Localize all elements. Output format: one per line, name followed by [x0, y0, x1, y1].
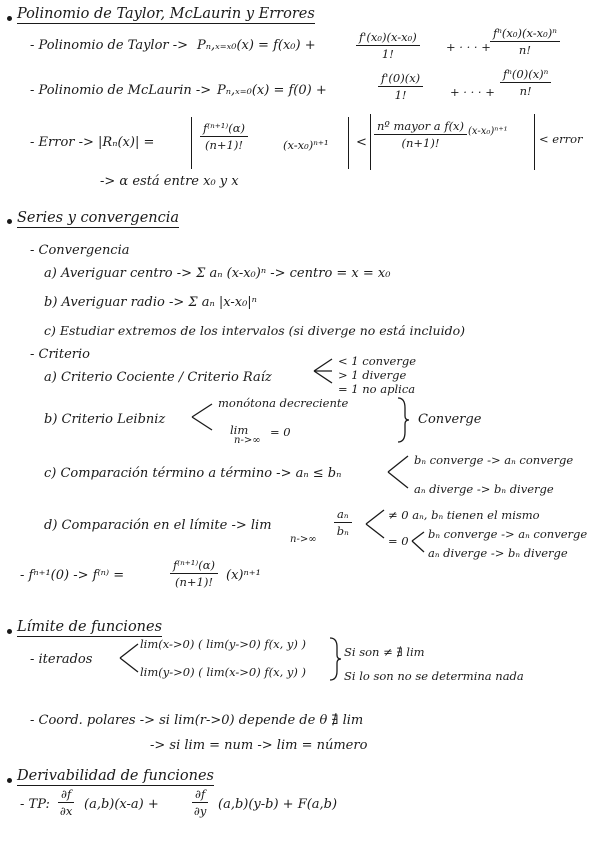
crit-a-label: a) Criterio Cociente / Criterio Raíz: [44, 370, 272, 385]
error-num: f⁽ⁿ⁺¹⁾(α): [200, 121, 248, 137]
tp-dfdy: [192, 787, 208, 818]
taylor-dots: + · · · +: [446, 40, 491, 54]
polar-line-2: -> si lim = num -> lim = número: [150, 738, 368, 753]
crit-d-r2a: bₙ converge -> aₙ converge: [428, 527, 588, 541]
taylor-term-n: [490, 26, 560, 57]
crit-d-r1: ≠ 0 aₙ, bₙ tienen el mismo: [388, 508, 540, 522]
conv-c: c) Estudiar extremos de los intervalos (si diverge no está incluido): [44, 323, 466, 338]
tp-dfdx-den: ∂x: [59, 804, 73, 818]
crit-d-num: aₙ: [334, 507, 352, 523]
iter-fork: [118, 640, 140, 676]
deriv-den: (n+1)!: [175, 575, 213, 589]
tp-mid: (a,b)(x-a) +: [84, 797, 159, 812]
error-bound-den: (n+1)!: [401, 136, 440, 150]
deriv-rhs: (x)ⁿ⁺¹: [226, 568, 261, 583]
crit-b-lim: lim: [230, 423, 249, 437]
heading-series: Series y convergencia: [17, 210, 180, 226]
crit-d-den: bₙ: [336, 524, 349, 538]
bullet-4: [7, 778, 12, 783]
tp-dfdy-num: ∂f: [192, 787, 208, 803]
mclaurin-term1-num: f'(0)(x): [378, 71, 423, 87]
crit-b-sub: n->∞: [234, 435, 261, 446]
mclaurin-term-n-num: fⁿ(0)(x)ⁿ: [500, 67, 551, 83]
taylor-term-n-den: n!: [518, 43, 531, 57]
tp-end: (a,b)(y-b) + F(a,b): [218, 797, 338, 812]
crit-title: - Criterio: [30, 347, 90, 362]
mclaurin-term1: [378, 71, 423, 102]
iter-brace: [328, 636, 342, 682]
abs-bar-1: [191, 117, 192, 169]
crit-b-brace: [396, 396, 410, 444]
crit-d-label: d) Comparación en el límite -> lim: [44, 518, 272, 533]
bullet-2: [7, 219, 12, 224]
mclaurin-label: - Polinomio de McLaurin ->: [30, 83, 212, 98]
conv-a: a) Averiguar centro -> Σ aₙ (x-x₀)ⁿ -> centro = x = x₀: [44, 266, 391, 281]
iter-res-2: Si lo son no se determina nada: [344, 669, 524, 683]
iter-label: - iterados: [30, 652, 93, 667]
mclaurin-lhs: Pₙ,ₓ₌₀(x) = f(0) +: [217, 83, 327, 98]
taylor-term1: [356, 30, 420, 61]
error-den: (n+1)!: [205, 138, 243, 152]
crit-d-fork: [364, 506, 386, 542]
mclaurin-term-n-den: n!: [519, 84, 532, 98]
crit-b-res: Converge: [418, 412, 482, 427]
crit-b-eq: = 0: [270, 425, 291, 439]
tp-dfdy-den: ∂y: [193, 804, 207, 818]
bullet-1: [7, 16, 12, 21]
crit-b-fork: [190, 400, 216, 434]
crit-a-r2: > 1 diverge: [338, 368, 407, 382]
deriv-lhs: - fⁿ⁺¹(0) -> f⁽ⁿ⁾ =: [20, 568, 125, 583]
error-tail: < error: [539, 132, 583, 146]
taylor-label: - Polinomio de Taylor ->: [30, 38, 189, 53]
crit-a-r1: < 1 converge: [338, 354, 417, 368]
conv-b: b) Averiguar radio -> Σ aₙ |x-x₀|ⁿ: [44, 295, 257, 310]
error-note: -> α está entre x₀ y x: [100, 174, 239, 189]
mclaurin-dots: + · · · +: [450, 85, 495, 99]
error-bound-mult: (x-x₀)ⁿ⁺¹: [468, 126, 508, 137]
crit-d-subfork: [410, 526, 426, 556]
crit-d-sub: n->∞: [290, 534, 317, 545]
heading-limits: Límite de funciones: [17, 619, 163, 635]
crit-c-r1: bₙ converge -> aₙ converge: [414, 453, 574, 467]
abs-bar-2: [348, 117, 349, 169]
tp-dfdx: [58, 787, 74, 818]
iter-expr-1: lim(x->0) ( lim(y->0) f(x, y) ): [140, 637, 307, 651]
taylor-term-n-num: fⁿ(x₀)(x-x₀)ⁿ: [490, 26, 560, 42]
deriv-fraction: [170, 558, 218, 589]
error-bound-num: nº mayor a f(x): [374, 119, 467, 135]
taylor-term1-den: 1!: [381, 47, 394, 61]
crit-a-r3: = 1 no aplica: [338, 382, 416, 396]
conv-title: - Convergencia: [30, 243, 130, 258]
crit-d-r2b: aₙ diverge -> bₙ diverge: [428, 546, 568, 560]
crit-b-r1: monótona decreciente: [218, 396, 349, 410]
taylor-lhs: Pₙ,ₓ₌ₓ₀(x) = f(x₀) +: [197, 38, 316, 53]
taylor-term1-num: f'(x₀)(x-x₀): [356, 30, 420, 46]
tp-dfdx-num: ∂f: [58, 787, 74, 803]
crit-a-fork: [312, 356, 334, 386]
crit-c-label: c) Comparación término a término -> aₙ ≤ bₙ: [44, 466, 342, 481]
crit-d-fraction: [334, 507, 352, 538]
heading-taylor: Polinomio de Taylor, McLaurin y Errores: [17, 6, 315, 22]
iter-res-1: Si son ≠ ∄ lim: [344, 645, 425, 659]
mclaurin-term1-den: 1!: [394, 88, 407, 102]
error-label: - Error -> |Rₙ(x)| =: [30, 135, 155, 150]
error-fraction: [200, 121, 248, 152]
abs-bar-4: [534, 114, 535, 170]
heading-derivability: Derivabilidad de funciones: [17, 768, 214, 784]
error-mult: (x-x₀)ⁿ⁺¹: [283, 138, 329, 152]
deriv-num: f⁽ⁿ⁺¹⁾(α): [170, 558, 218, 574]
crit-c-fork: [386, 452, 412, 492]
bullet-3: [7, 629, 12, 634]
error-lt: <: [356, 135, 367, 150]
tp-lhs: - TP:: [20, 797, 50, 812]
iter-expr-2: lim(y->0) ( lim(x->0) f(x, y) ): [140, 665, 307, 679]
abs-bar-3: [370, 114, 371, 170]
error-bound-fraction: [374, 119, 467, 150]
crit-c-r2: aₙ diverge -> bₙ diverge: [414, 482, 554, 496]
polar-line-1: - Coord. polares -> si lim(r->0) depende de θ ∄ lim: [30, 713, 364, 728]
crit-d-r2: = 0: [388, 534, 409, 548]
crit-b-label: b) Criterio Leibniz: [44, 412, 166, 427]
mclaurin-term-n: [500, 67, 551, 98]
